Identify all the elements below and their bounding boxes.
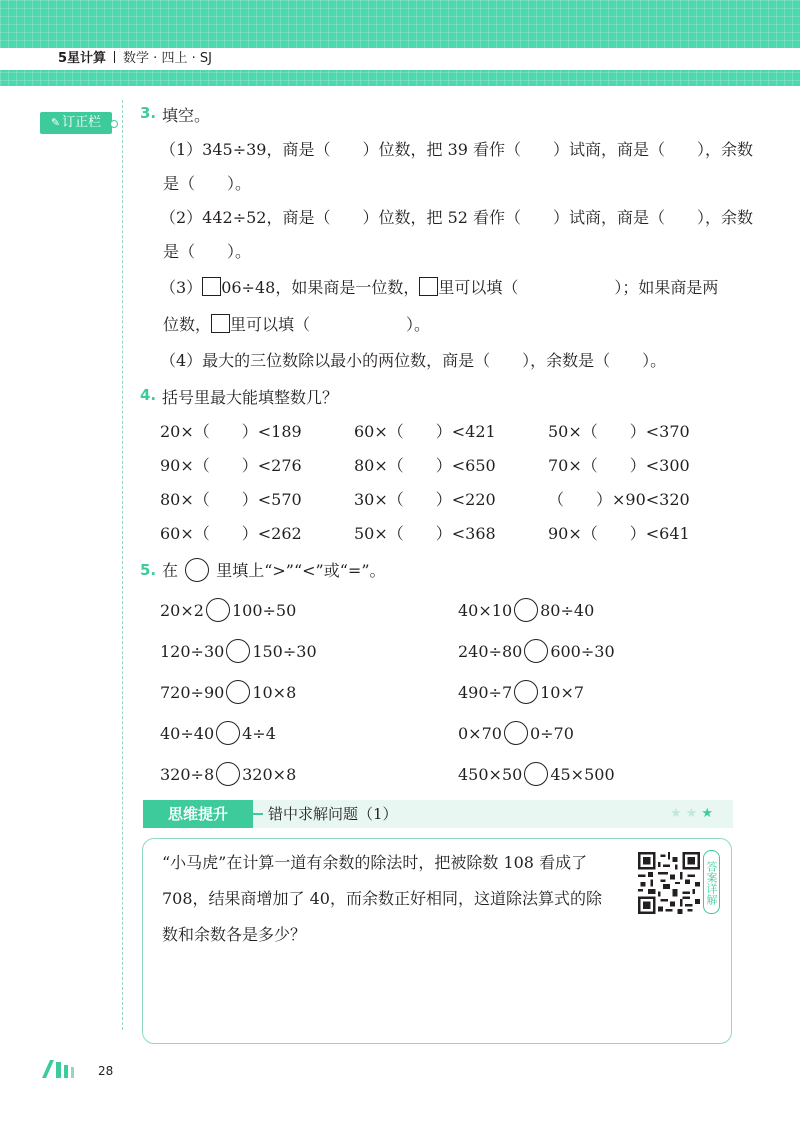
q3-line5: （3） 06÷48，如果商是一位数， 里可以填（ ）；如果商是两 xyxy=(160,278,719,297)
book-stack-icon xyxy=(42,1058,92,1078)
q3-line6: 位数， 里可以填（ ）。 xyxy=(163,315,431,334)
q4-item: 50×（ ）<370 xyxy=(548,422,690,441)
q5-compare-item: 450×50 45×500 xyxy=(458,762,615,786)
correction-column-tag: ✎ 订正栏 xyxy=(40,112,112,134)
q5-compare-item: 40÷40 4÷4 xyxy=(160,721,276,745)
q5-compare-item: 20×2 100÷50 xyxy=(160,598,296,622)
star-icon: ★ xyxy=(670,806,686,821)
qr-code-icon[interactable] xyxy=(638,852,700,914)
q5-compare-item: 720÷90 10×8 xyxy=(160,680,296,704)
section-title: 错中求解问题（1） xyxy=(268,805,398,823)
q3-line4: 是（ ）。 xyxy=(163,242,252,261)
problem-line1: “小马虎”在计算一道有余数的除法时，把被除数 108 看成了 xyxy=(162,853,588,872)
q4-item: 60×（ ）<262 xyxy=(160,524,302,543)
blank-circle xyxy=(514,680,538,704)
blank-circle xyxy=(504,721,528,745)
q4-item: 80×（ ）<570 xyxy=(160,490,302,509)
blank-circle xyxy=(226,680,250,704)
book-title xyxy=(58,48,212,70)
star-icon: ★ xyxy=(685,806,702,821)
q3-number: 3. xyxy=(140,104,157,122)
brand-divider xyxy=(114,51,115,63)
q4-item: 90×（ ）<641 xyxy=(548,524,690,543)
difficulty-stars xyxy=(670,800,717,828)
q5-compare-item: 490÷7 10×7 xyxy=(458,680,584,704)
q4-item: 70×（ ）<300 xyxy=(548,456,690,475)
q4-item: 60×（ ）<421 xyxy=(354,422,496,441)
star-icon: ★ xyxy=(701,806,717,821)
q3-line3: （2）442÷52，商是（ ）位数，把 52 看作（ ）试商，商是（ ），余数 xyxy=(160,208,754,227)
q4-title: 括号里最大能填整数几？ xyxy=(162,388,339,407)
q3-line1: （1）345÷39，商是（ ）位数，把 39 看作（ ）试商，商是（ ），余数 xyxy=(160,140,754,159)
blank-circle xyxy=(524,639,548,663)
blank-square xyxy=(419,277,438,296)
section-connector xyxy=(253,813,263,815)
q5-compare-item: 320÷8 320×8 xyxy=(160,762,296,786)
blank-square xyxy=(202,277,221,296)
blank-circle xyxy=(524,762,548,786)
blank-square xyxy=(211,314,230,333)
q4-number: 4. xyxy=(140,386,157,404)
pencil-icon: ✎ xyxy=(50,116,61,129)
page-header-band xyxy=(0,0,800,86)
blank-circle xyxy=(216,721,240,745)
blank-circle xyxy=(514,598,538,622)
q4-item: 50×（ ）<368 xyxy=(354,524,496,543)
q5-compare-item: 0×70 0÷70 xyxy=(458,721,574,745)
q3-title: 填空。 xyxy=(162,106,211,125)
blank-circle xyxy=(206,598,230,622)
q4-item: 20×（ ）<189 xyxy=(160,422,302,441)
margin-dashed-line xyxy=(122,100,123,1030)
q4-item: 80×（ ）<650 xyxy=(354,456,496,475)
problem-line2: 708，结果商增加了 40，而余数正好相同，这道除法算式的除 xyxy=(162,889,602,908)
q3-line7: （4）最大的三位数除以最小的两位数，商是（ ），余数是（ ）。 xyxy=(160,351,667,370)
blank-circle xyxy=(226,639,250,663)
q4-item: （ ）×90<320 xyxy=(548,490,690,509)
q5-compare-item: 120÷30 150÷30 xyxy=(160,639,317,663)
problem-line3: 数和余数各是多少？ xyxy=(162,925,307,944)
q5-title: 在 里填上“>”“<”或“=”。 xyxy=(162,558,386,582)
page-number: 28 xyxy=(98,1064,114,1078)
q5-number: 5. xyxy=(140,561,157,579)
blank-circle xyxy=(216,762,240,786)
q5-compare-item: 40×10 80÷40 xyxy=(458,598,594,622)
margin-dot xyxy=(110,120,118,128)
answer-detail-label: 答案详解 xyxy=(703,850,720,914)
subject-label: 数学 · 四上 · SJ xyxy=(123,51,212,66)
q4-item: 30×（ ）<220 xyxy=(354,490,496,509)
section-tag: 思维提升 xyxy=(143,800,253,828)
q3-line2: 是（ ）。 xyxy=(163,174,252,193)
q5-compare-item: 240÷80 600÷30 xyxy=(458,639,615,663)
brand-name: 5星计算 xyxy=(58,51,107,66)
q4-item: 90×（ ）<276 xyxy=(160,456,302,475)
blank-circle xyxy=(185,558,209,582)
